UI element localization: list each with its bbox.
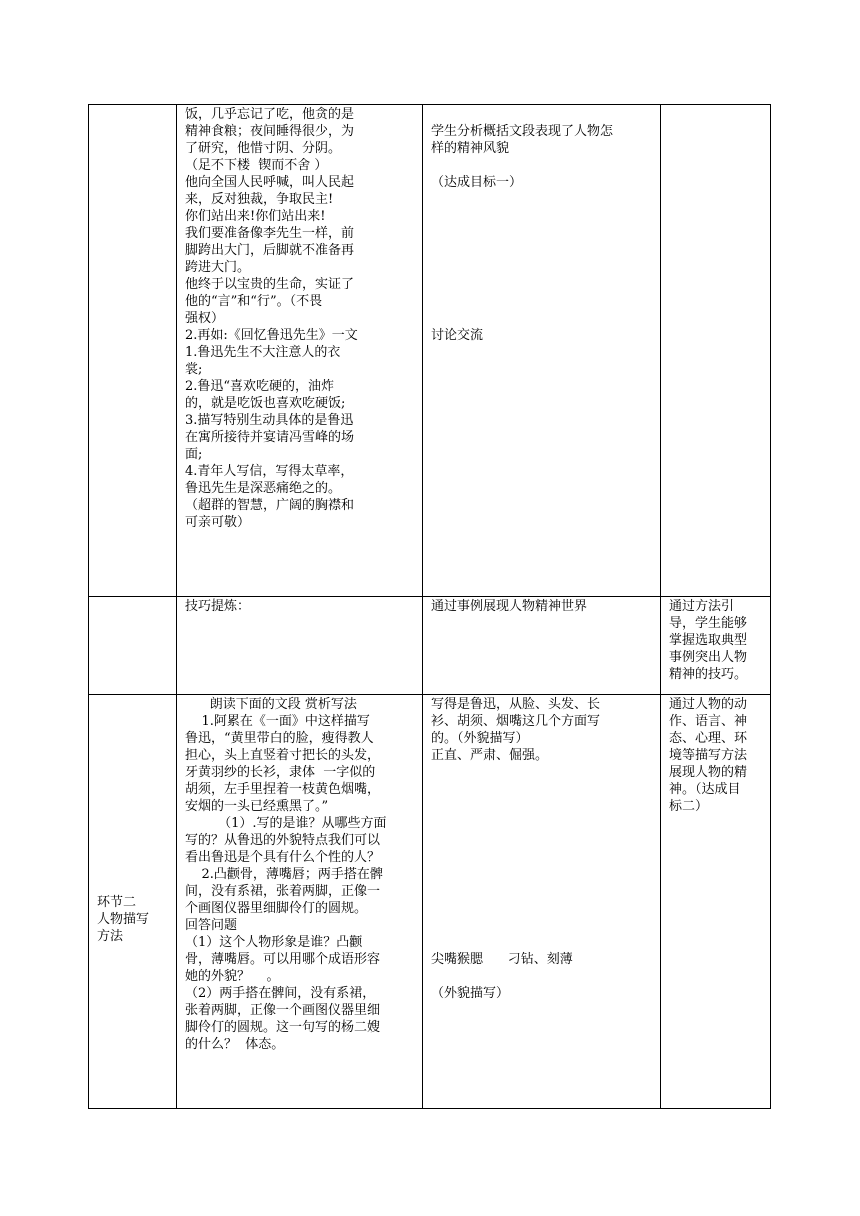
cell-text-line: 跨进大门。 <box>185 260 251 275</box>
cell-text-line <box>431 225 654 242</box>
cell-text-line: 饭，几乎忘记了吃，他贪的是 <box>185 107 355 122</box>
cell-text-line: 回答问题 <box>185 918 238 933</box>
cell-text-line: 她的外貌？ 。 <box>185 969 280 984</box>
cell-text-line: 环节二 <box>97 894 137 910</box>
cell-text-line: （1）这个人物形象是谁？凸颧 <box>185 935 363 950</box>
cell-text-line: 看出鲁迅是个具有什么个性的人？ <box>185 850 381 865</box>
cell-text-line: 3.描写特别生动具体的是鲁迅 <box>185 413 354 428</box>
cell-text-line <box>431 900 654 917</box>
cell-text-line: 掌握选取典型 <box>669 633 748 648</box>
cell-text-line: 朗读下面的文段 赏析写法 <box>185 697 357 712</box>
cell-text-line: 安烟的一头已经熏黑了。” <box>185 799 329 814</box>
cell-text-line: （外貌描写） <box>431 986 510 1001</box>
cell-text-line <box>431 208 654 225</box>
cell-text-line: 我们要准备像李先生一样，前 <box>185 226 355 241</box>
cell-text-line <box>431 781 654 798</box>
cell-text-line: 张着两脚，正像一个画图仪器里细 <box>185 1003 381 1018</box>
cell-text-line: 骨，薄嘴唇。可以用哪个成语形容 <box>185 952 381 967</box>
cell-text-line <box>431 157 654 174</box>
cell-text-line: 讨论交流 <box>431 328 484 343</box>
cell-text-line: （1）.写的是谁？从哪些方面 <box>185 816 387 831</box>
cell-text-line: 通过方法引 <box>669 599 735 614</box>
cell-text-line <box>431 259 654 276</box>
cell-text-line: 2.再如:《回忆鲁迅先生》一文 <box>185 328 358 343</box>
cell-text-line: 牙黄羽纱的长衫，隶体 一字似的 <box>185 765 376 780</box>
cell-text-line: 作、语言、神 <box>669 714 748 729</box>
cell-text-line: 脚跨出大门，后脚就不准备再 <box>185 243 355 258</box>
cell-text-line <box>431 276 654 293</box>
design-intent-cell <box>661 105 771 597</box>
stage-cell <box>89 597 177 695</box>
cell-text-line: 通过人物的动 <box>669 697 748 712</box>
cell-text-line: （超群的智慧，广阔的胸襟和 <box>185 498 355 513</box>
table-row <box>89 597 771 695</box>
cell-text-line: 胡须，左手里捏着一枝黄色烟嘴， <box>185 782 381 797</box>
cell-text-line: 个画图仪器里细脚伶仃的圆规。 <box>185 901 368 916</box>
cell-text-line: 导，学生能够 <box>669 616 748 631</box>
cell-text-line: 技巧提炼： <box>185 599 251 614</box>
cell-text-line: 可亲可敬） <box>185 515 251 530</box>
cell-text-line <box>431 832 654 849</box>
cell-text-line <box>431 798 654 815</box>
cell-text-line: 人物描写 <box>97 911 150 927</box>
cell-text-line: （2）两手搭在髀间，没有系裙， <box>185 986 376 1001</box>
cell-text-line: 脚伶仃的圆规。这一句写的杨二嫂 <box>185 1020 381 1035</box>
cell-text-line <box>431 866 654 883</box>
cell-text-line: 标二） <box>669 799 709 814</box>
cell-text-line: 事例突出人物 <box>669 650 748 665</box>
cell-text-line <box>431 191 654 208</box>
cell-text-line: 样的精神风貌 <box>431 141 510 156</box>
cell-text-line: 2.凸颧骨，薄嘴唇；两手搭在髀 <box>185 867 383 882</box>
cell-text-line: 精神的技巧。 <box>669 667 748 682</box>
cell-text-line: 的什么？ 体态。 <box>185 1037 285 1052</box>
cell-text-line: 了研究，他惜寸阴、分阴。 <box>185 141 342 156</box>
cell-text-line: 你们站出来!你们站出来! <box>185 209 326 224</box>
cell-text-line: 强权） <box>185 311 225 326</box>
cell-text-line <box>431 310 654 327</box>
activity-cell <box>177 597 423 695</box>
cell-text-line: 他终于以宝贵的生命，实证了 <box>185 277 355 292</box>
activity-cell <box>177 105 423 597</box>
cell-text-line <box>431 764 654 781</box>
cell-text-line: 鲁迅，“黄里带白的脸，瘦得教人 <box>185 731 374 746</box>
cell-text-line <box>431 242 654 259</box>
cell-text-line: 裳; <box>185 362 203 377</box>
table-row <box>89 105 771 597</box>
activity-cell <box>177 695 423 1109</box>
student-activity-cell <box>423 695 661 1109</box>
stage-cell <box>89 105 177 597</box>
cell-text-line: 写的？从鲁迅的外貌特点我们可以 <box>185 833 381 848</box>
cell-text-line: 的，就是吃饭也喜欢吃硬饭; <box>185 396 346 411</box>
cell-text-line <box>431 917 654 934</box>
cell-text-line: 1.阿累在《一面》中这样描写 <box>185 714 370 729</box>
cell-text-line <box>431 815 654 832</box>
cell-text-line <box>431 968 654 985</box>
cell-text-line: 境等描写方法 <box>669 748 748 763</box>
cell-text-line: 1.鲁迅先生不大注意人的衣 <box>185 345 341 360</box>
cell-text-line <box>431 293 654 310</box>
cell-text-line <box>431 934 654 951</box>
cell-text-line: 鲁迅先生是深恶痛绝之的。 <box>185 481 342 496</box>
cell-text-line: 正直、严肃、倔强。 <box>431 748 549 763</box>
cell-text-line: 他向全国人民呼喊，叫人民起 <box>185 175 355 190</box>
cell-text-line: 精神食粮；夜间睡得很少，为 <box>185 124 355 139</box>
cell-text-line <box>431 849 654 866</box>
cell-text-line: 方法 <box>97 928 124 944</box>
stage-cell <box>89 695 177 1109</box>
cell-text-line: 展现人物的精 <box>669 765 748 780</box>
cell-text-line: 在寓所接待并宴请冯雪峰的场 <box>185 430 355 445</box>
cell-text-line: 学生分析概括文段表现了人物怎 <box>431 124 614 139</box>
cell-text-line: 他的“言”和“行”。（不畏 <box>185 294 323 309</box>
cell-text-line <box>431 883 654 900</box>
cell-text-line <box>431 106 654 123</box>
cell-text-line: 衫、胡须、烟嘴这几个方面写 <box>431 714 601 729</box>
cell-text-line: 态、心理、环 <box>669 731 748 746</box>
cell-text-line: 尖嘴猴腮 刁钻、刻薄 <box>431 952 573 967</box>
cell-text-line: （足不下楼 锲而不舍 ） <box>185 158 328 173</box>
table-row <box>89 695 771 1109</box>
design-intent-cell <box>661 597 771 695</box>
cell-text-line: 间，没有系裙，张着两脚，正像一 <box>185 884 381 899</box>
cell-text-line: 4.青年人写信，写得太草率， <box>185 464 354 479</box>
cell-text-line: 担心，头上直竖着寸把长的头发， <box>185 748 381 763</box>
cell-text-line: 来，反对独裁，争取民主! <box>185 192 334 207</box>
student-activity-cell <box>423 105 661 597</box>
cell-text-line: 2.鲁迅“喜欢吃硬的，油炸 <box>185 379 335 394</box>
cell-text-line: 通过事例展现人物精神世界 <box>431 599 588 614</box>
lesson-plan-table <box>88 104 771 1109</box>
cell-text-line: 神。（达成目 <box>669 782 741 797</box>
design-intent-cell <box>661 695 771 1109</box>
cell-text-line: 的。（外貌描写） <box>431 731 529 746</box>
cell-text-line: （达成目标一） <box>431 175 523 190</box>
cell-text-line: 面; <box>185 447 203 462</box>
student-activity-cell <box>423 597 661 695</box>
cell-text-line: 写得是鲁迅，从脸、头发、长 <box>431 697 601 712</box>
